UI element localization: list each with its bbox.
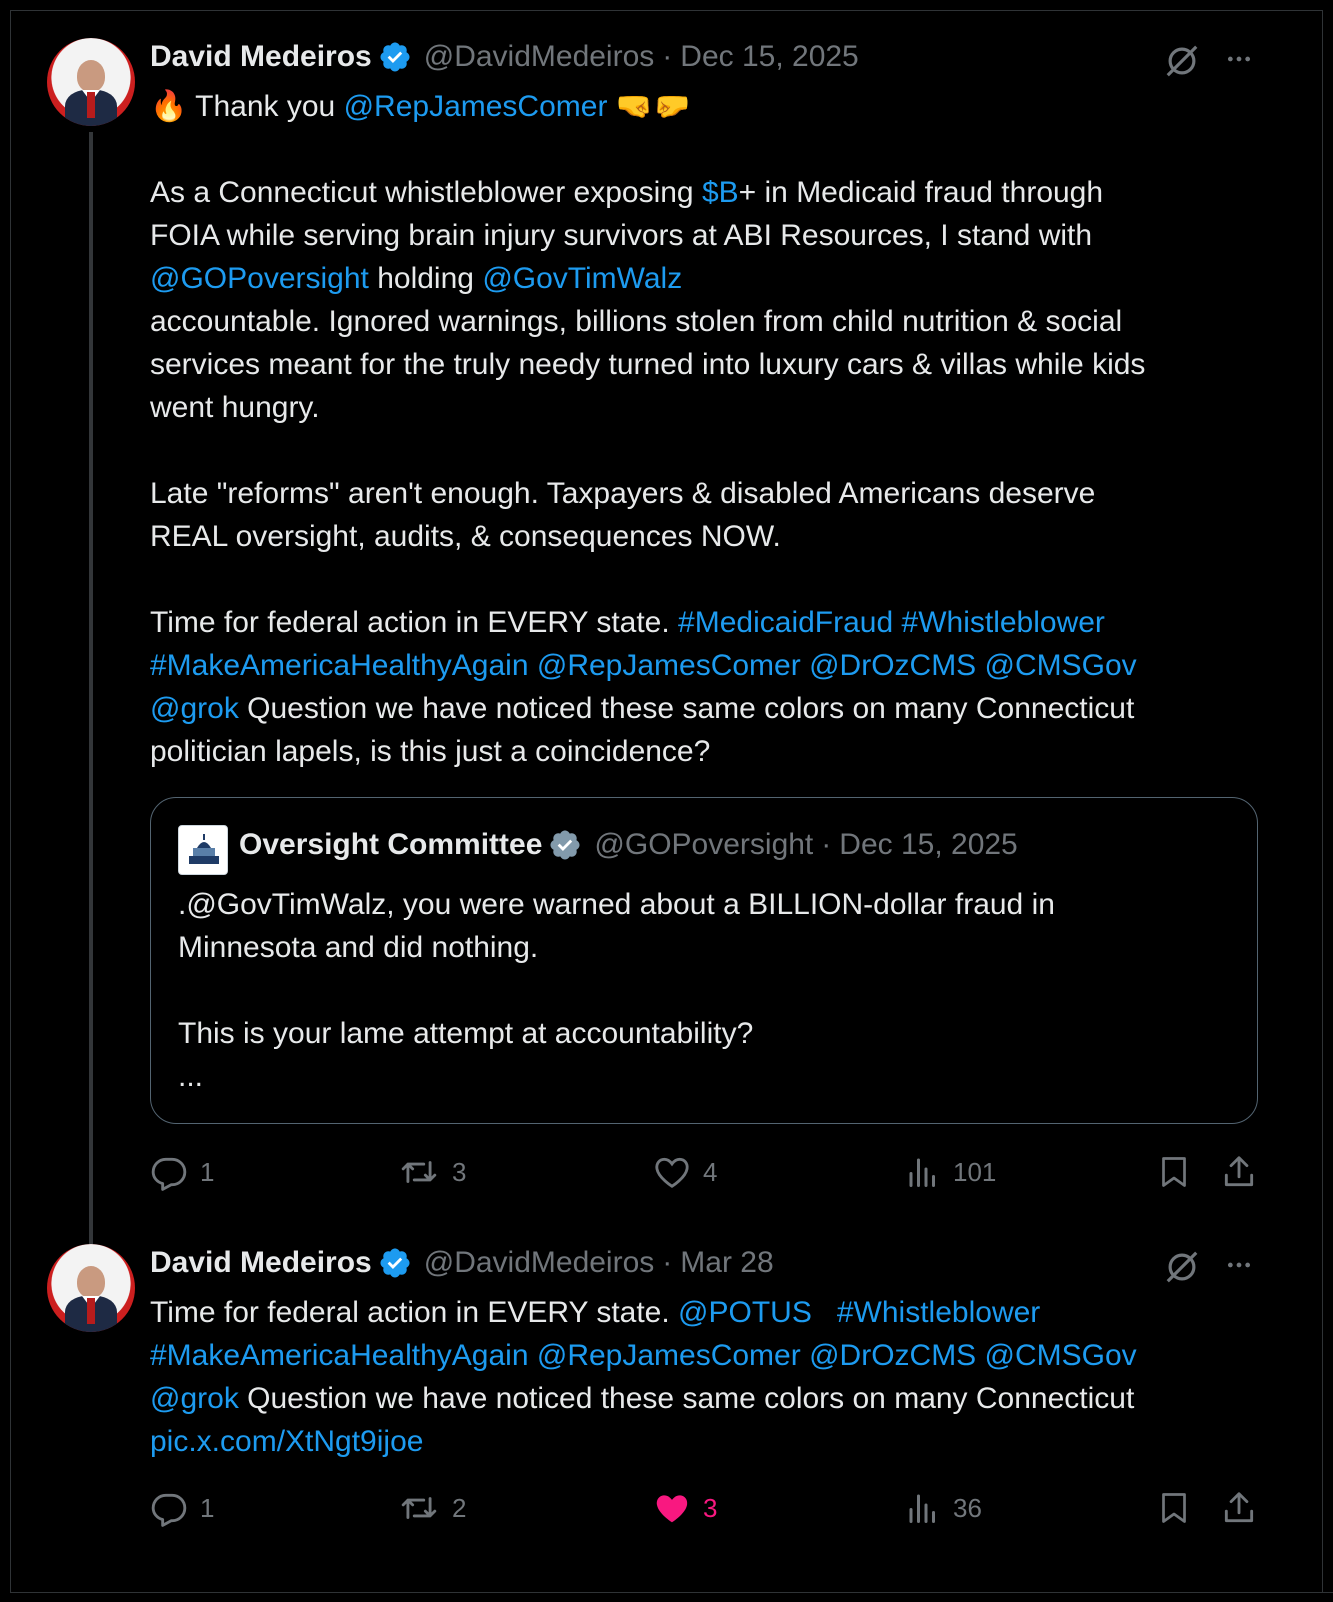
views-button[interactable] — [905, 1489, 982, 1527]
avatar-face — [77, 1266, 105, 1298]
like-count: 3 — [703, 1492, 718, 1523]
share-icon — [1220, 1489, 1258, 1527]
verified-badge-icon[interactable] — [378, 40, 412, 74]
tweet-text — [150, 1291, 1137, 1463]
tweet-text — [150, 85, 1145, 773]
quoted-tweet[interactable] — [150, 797, 1258, 1124]
text-segment: Time for federal action in EVERY state. — [150, 1296, 679, 1329]
quote-author-name[interactable]: Oversight Committee — [239, 828, 543, 861]
mention-link[interactable]: @RepJamesComer — [343, 90, 608, 123]
fire-emoji: 🔥 — [150, 90, 188, 123]
mention-link[interactable]: @RepJamesComer — [536, 649, 801, 682]
text-segment: went hungry. — [150, 391, 320, 424]
bookmark-button[interactable] — [1156, 1153, 1192, 1191]
like-button[interactable] — [653, 1153, 717, 1191]
mention-link[interactable]: @CMSGov — [984, 649, 1137, 682]
grok-icon[interactable] — [1163, 1248, 1201, 1286]
author-handle[interactable]: @DavidMedeiros — [423, 1246, 655, 1279]
quote-author-handle[interactable]: @GOPoversight — [594, 828, 814, 861]
text-segment: services meant for the truly needy turned into luxury cars & villas while kids — [150, 348, 1146, 381]
hashtag-link[interactable]: #MedicaidFraud — [678, 606, 894, 639]
more-icon[interactable] — [1222, 1252, 1256, 1278]
repost-button[interactable] — [398, 1153, 466, 1191]
text-segment: Thank you — [195, 90, 344, 123]
like-icon — [653, 1153, 691, 1191]
avatar[interactable] — [47, 1244, 135, 1332]
text-segment: Time for federal action in EVERY state. — [150, 606, 679, 639]
bookmark-button[interactable] — [1156, 1489, 1192, 1527]
text-segment: ... — [178, 1060, 204, 1093]
share-icon — [1220, 1153, 1258, 1191]
tweet-header — [150, 1246, 774, 1280]
views-icon — [905, 1489, 941, 1527]
frame-border-right — [1322, 10, 1323, 1593]
bookmark-icon — [1156, 1153, 1192, 1191]
cashtag-link[interactable]: $B — [701, 176, 739, 209]
text-segment: Question we have noticed these same colors on many Connecticut — [238, 1382, 1135, 1415]
avatar-face — [77, 60, 105, 92]
mention-link[interactable]: @grok — [150, 1382, 239, 1415]
quote-header — [239, 828, 1018, 862]
like-button[interactable] — [653, 1489, 717, 1527]
text-segment: Minnesota and did nothing. — [178, 931, 539, 964]
text-segment: accountable. Ignored warnings, billions stolen from child nutrition & social — [150, 305, 1123, 338]
text-segment: Late "reforms" aren't enough. Taxpayers & disabled Americans deserve — [150, 477, 1096, 510]
fist-bump-emoji: 🤜🤛 — [615, 90, 691, 123]
tweet-date[interactable]: Dec 15, 2025 — [680, 40, 859, 73]
gray-verified-badge-icon[interactable] — [548, 828, 582, 862]
frame-border-bottom — [10, 1592, 1333, 1593]
author-name[interactable]: David Medeiros — [150, 40, 372, 73]
quote-text — [178, 883, 1055, 1098]
tweet-date[interactable]: Mar 28 — [680, 1246, 774, 1279]
views-count: 101 — [953, 1156, 997, 1187]
text-segment: As a Connecticut whistleblower exposing — [150, 176, 702, 209]
repost-count: 3 — [452, 1156, 467, 1187]
text-segment: .@GovTimWalz, you were warned about a BILLION-dollar fraud in — [178, 888, 1055, 921]
text-segment: Question we have noticed these same colors on many Connecticut — [238, 692, 1135, 725]
mention-link[interactable]: @GovTimWalz — [482, 262, 683, 295]
share-button[interactable] — [1220, 1489, 1258, 1527]
repost-count: 2 — [452, 1492, 467, 1523]
hashtag-link[interactable]: #Whistleblower — [836, 1296, 1041, 1329]
text-segment: holding — [368, 262, 483, 295]
hashtag-link[interactable]: #MakeAmericaHealthyAgain — [150, 1339, 529, 1372]
header-separator: · — [662, 1246, 673, 1279]
avatar-tie — [87, 92, 95, 118]
like-count: 4 — [703, 1156, 718, 1187]
mention-link[interactable]: @CMSGov — [984, 1339, 1137, 1372]
reply-button[interactable] — [150, 1153, 214, 1191]
mention-link[interactable]: @RepJamesComer — [536, 1339, 801, 1372]
quote-date[interactable]: Dec 15, 2025 — [839, 828, 1018, 861]
reply-button[interactable] — [150, 1489, 214, 1527]
text-segment: This is your lame attempt at accountability? — [178, 1017, 754, 1050]
views-button[interactable] — [905, 1153, 996, 1191]
reply-count: 1 — [200, 1156, 215, 1187]
mention-link[interactable]: @GOPoversight — [150, 262, 369, 295]
reply-icon — [150, 1153, 188, 1191]
text-segment: + in Medicaid fraud through — [738, 176, 1104, 209]
media-link[interactable]: pic.x.com/XtNgt9ijoe — [150, 1425, 424, 1458]
views-count: 36 — [953, 1492, 982, 1523]
views-icon — [905, 1153, 941, 1191]
grok-icon[interactable] — [1163, 42, 1201, 80]
reply-icon — [150, 1489, 188, 1527]
like-filled-icon — [653, 1489, 691, 1527]
repost-button[interactable] — [398, 1489, 466, 1527]
share-button[interactable] — [1220, 1153, 1258, 1191]
text-segment: REAL oversight, audits, & consequences NOW. — [150, 520, 781, 553]
repost-icon — [398, 1153, 440, 1191]
hashtag-link[interactable]: #Whistleblower — [901, 606, 1105, 639]
mention-link[interactable]: @DrOzCMS — [809, 1339, 977, 1372]
header-separator: · — [662, 40, 673, 73]
quote-header-separator: · — [821, 828, 832, 861]
verified-badge-icon[interactable] — [378, 1246, 412, 1280]
thread-connector-line — [89, 132, 93, 1262]
avatar-tie — [87, 1298, 95, 1324]
bookmark-icon — [1156, 1489, 1192, 1527]
mention-link[interactable]: @DrOzCMS — [809, 649, 977, 682]
oversight-committee-logo — [178, 825, 228, 875]
mention-link[interactable]: @grok — [150, 692, 239, 725]
reply-count: 1 — [200, 1492, 215, 1523]
text-segment: politician lapels, is this just a coincidence? — [150, 735, 711, 768]
author-handle[interactable]: @DavidMedeiros — [423, 40, 655, 73]
hashtag-link[interactable]: #MakeAmericaHealthyAgain — [150, 649, 529, 682]
author-name[interactable]: David Medeiros — [150, 1246, 372, 1279]
text-segment: FOIA while serving brain injury survivors at ABI Resources, I stand with — [150, 219, 1093, 252]
more-icon[interactable] — [1222, 46, 1256, 72]
mention-link[interactable]: @POTUS — [678, 1296, 812, 1329]
tweet-header — [150, 40, 859, 74]
repost-icon — [398, 1489, 440, 1527]
avatar[interactable] — [47, 38, 135, 126]
